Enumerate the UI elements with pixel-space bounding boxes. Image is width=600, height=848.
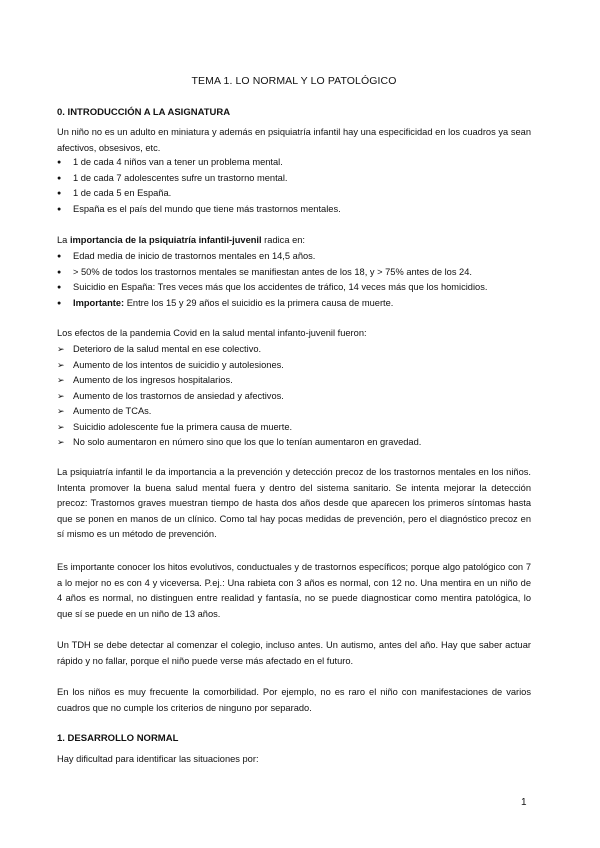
list-item: ➢ No solo aumentaron en número sino que los que lo tenían aumentaron en gravedad.	[57, 435, 531, 451]
importance-suffix: radica en:	[261, 235, 306, 245]
importance-prefix: La	[57, 235, 70, 245]
list-item: ● 1 de cada 7 adolescentes sufre un trastorno mental.	[57, 171, 531, 187]
importance-intro	[57, 233, 531, 249]
prevention-paragraph: La psiquiatría infantil le da importancia a la prevención y detección precoz de los trastornos mentales en los niños. Intenta promover la buena salud mental fuera y dentro del sistema sanitario. Se intenta mejorar la detección precoz: Trastornos graves muestran tiempo de hasta dos años desde que aparecen los primeros síntomas hasta que se ponen en manos de un clínico. Como tal hay pocas medidas de prevención, pero el diagnóstico precoz en sí mismo es un método de prevención.	[57, 467, 531, 540]
list-item: ➢ Aumento de los intentos de suicidio y autolesiones.	[57, 358, 531, 374]
milestones-paragraph: Es importante conocer los hitos evolutivos, conductuales y de trastornos específicos; porque algo patológico con 7 a lo mejor no es con 4 y viceversa. P.ej.: Una rabieta con 3 años es normal, con 12 no. Una mentira en un niño de 4 años es normal, no distinguen entre realidad y fantasía, no se puede diagnosticar como mentira patológica, lo que sí se puede en un niño de 13 años.	[57, 562, 531, 619]
list-item: ● Edad media de inicio de trastornos mentales en 14,5 años.	[57, 249, 531, 265]
list-item: ➢ Aumento de los ingresos hospitalarios.	[57, 373, 531, 389]
intro-paragraph: Un niño no es un adulto en miniatura y además en psiquiatría infantil hay una especificidad en los cuadros ya sean afectivos, obsesivos, etc.	[57, 127, 531, 153]
section-0-heading: 0. INTRODUCCIÓN A LA ASIGNATURA	[57, 107, 231, 118]
section-1-intro: Hay dificultad para identificar las situaciones por:	[57, 754, 259, 764]
document-title: TEMA 1. LO NORMAL Y LO PATOLÓGICO	[191, 75, 397, 87]
covid-intro: Los efectos de la pandemia Covid en la salud mental infanto-juvenil fueron:	[57, 328, 367, 338]
list-item: ➢ Aumento de TCAs.	[57, 404, 531, 420]
important-label: Importante:	[73, 297, 125, 308]
detection-paragraph: Un TDH se debe detectar al comenzar el colegio, incluso antes. Un autismo, antes del año. Hay que saber actuar rápido y no fallar, porque el niño puede verse más afectado en el futuro.	[57, 640, 531, 666]
important-text: Entre los 15 y 29 años el suicidio es la primera causa de muerte.	[124, 297, 394, 308]
covid-arrow-list	[57, 342, 531, 451]
page-number: 1	[521, 797, 527, 808]
list-item: ➢ Aumento de los trastornos de ansiedad y afectivos.	[57, 389, 531, 405]
list-item: ● 1 de cada 5 en España.	[57, 186, 531, 202]
list-item: ➢ Suicidio adolescente fue la primera causa de muerte.	[57, 420, 531, 436]
list-item: ● Suicidio en España: Tres veces más que los accidentes de tráfico, 14 veces más que los homicidios.	[57, 280, 531, 296]
importance-bold: importancia de la psiquiatría infantil-juvenil	[69, 235, 262, 245]
list-item: ● > 50% de todos los trastornos mentales se manifiestan antes de los 18, y > 75% antes de los 24.	[57, 265, 531, 281]
importance-bullet-list	[57, 249, 531, 311]
list-item: ● España es el país del mundo que tiene más trastornos mentales.	[57, 202, 531, 218]
section-1-heading: 1. DESARROLLO NORMAL	[57, 733, 179, 744]
list-item	[57, 296, 531, 312]
list-item: ● 1 de cada 4 niños van a tener un problema mental.	[57, 155, 531, 171]
stats-bullet-list	[57, 155, 531, 217]
list-item: ➢ Deterioro de la salud mental en ese colectivo.	[57, 342, 531, 358]
comorbidity-paragraph: En los niños es muy frecuente la comorbilidad. Por ejemplo, no es raro el niño con manifestaciones de varios cuadros que no cumple los criterios de ninguno por separado.	[57, 687, 531, 713]
